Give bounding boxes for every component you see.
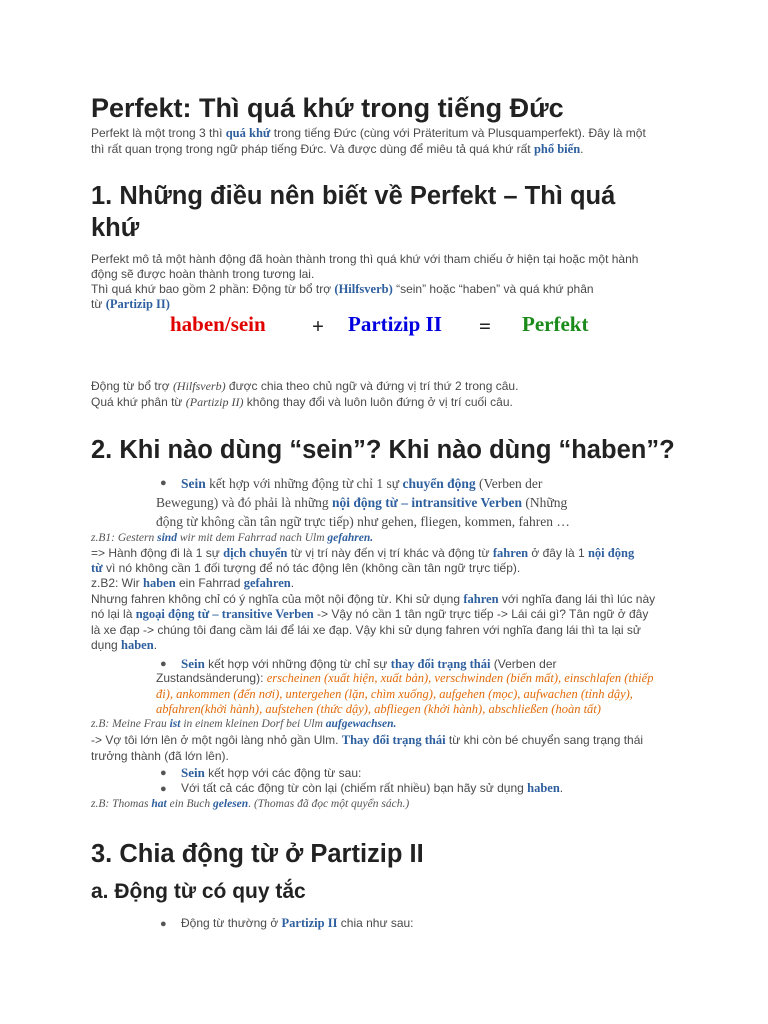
- s2-bullet-2-line-2: [156, 671, 653, 687]
- text: ein Fahrrad: [175, 576, 244, 590]
- example-4: [91, 798, 409, 810]
- text: z.B: Thomas: [91, 798, 152, 810]
- text: kết hợp với các động từ sau:: [204, 766, 362, 780]
- text: .: [290, 576, 295, 590]
- text: với nghĩa đang lái thì lúc này: [498, 592, 656, 606]
- keyword: thay đổi trạng thái: [390, 657, 491, 671]
- text: z.B: Meine Frau: [91, 718, 170, 730]
- keyword: quá khứ: [225, 126, 271, 140]
- explain-3-line-2: trưởng thành (đã lớn lên).: [91, 749, 229, 763]
- s2-bullet-3: [181, 765, 361, 782]
- keyword: gefahren.: [327, 532, 374, 544]
- section-1-title-line-1: 1. Những điều nên biết về Perfekt – Thì quá: [91, 182, 616, 210]
- s1-paragraph-1-line-1: Perfekt mô tả một hành động đã hoàn thành trong thì quá khứ với tham chiếu ở hiện tại hoặc một hành: [91, 252, 639, 266]
- s1-paragraph-2-line-1: [91, 282, 594, 298]
- page-title: Perfekt: Thì quá khứ trong tiếng Đức: [91, 93, 564, 123]
- text: được chia theo chủ ngữ và đứng vị trí thứ 2 trong câu.: [225, 379, 519, 393]
- text: Zustandsänderung):: [156, 671, 267, 685]
- explain-3-line-1: [91, 733, 643, 749]
- text: Nhưng fahren không chỉ có ý nghĩa của một nội động từ. Khi sử dụng: [91, 592, 464, 606]
- keyword: Partizip II: [281, 916, 338, 930]
- example-2: [91, 576, 294, 592]
- formula-partizip: Partizip II: [348, 312, 442, 336]
- text: Động từ thường ở: [181, 916, 282, 930]
- keyword: gelesen: [213, 798, 249, 810]
- s3-bullet-1: [181, 916, 414, 932]
- keyword: nội động từ – intransitive Verben: [332, 495, 523, 510]
- text: kết hợp với những động từ chỉ 1 sự: [205, 476, 403, 491]
- keyword: phổ biến: [533, 142, 581, 156]
- explain-2-line-1: [91, 592, 655, 608]
- text: .: [580, 142, 584, 156]
- text: z.B1: Gestern: [91, 532, 158, 544]
- text: z.B2: Wir: [91, 576, 144, 590]
- text: in einem kleinen Dorf bei Ulm: [180, 718, 326, 730]
- formula-haben-sein: haben/sein: [170, 312, 266, 336]
- keyword: chuyển động: [402, 476, 476, 491]
- text: nó lại là: [91, 607, 136, 621]
- text: ở đây là 1: [528, 546, 588, 560]
- keyword: từ: [91, 561, 103, 575]
- intro-line-1: [91, 126, 646, 142]
- keyword: (Hilfsverb): [334, 282, 393, 296]
- explain-2-line-4: [91, 638, 157, 654]
- s2-bullet-2-line-3: đi), ankommen (đến nơi), untergehen (lặn, chìm xuống), aufgehen (mọc), aufwachen (tỉnh dậy),: [156, 687, 633, 701]
- section-2-title: 2. Khi nào dùng “sein”? Khi nào dùng “haben”?: [91, 436, 675, 464]
- text: từ: [91, 297, 106, 311]
- verb-list: erscheinen (xuất hiện, xuất bản), verschwinden (biến mất), einschlafen (thiếp: [266, 671, 654, 685]
- text: (Những: [522, 495, 568, 510]
- explain-2-line-3: là xe đạp -> chúng tôi đang cầm lái để lái xe đạp. Vậy khi sử dụng fahren với nghĩa đang lái thì ta lại sử: [91, 623, 641, 637]
- text: dụng: [91, 638, 122, 652]
- keyword: hat: [151, 798, 167, 810]
- keyword: ngoại động từ – transitive Verben: [135, 607, 314, 621]
- keyword: haben: [527, 781, 560, 795]
- s2-bullet-4: [181, 781, 563, 797]
- text: Thì quá khứ bao gồm 2 phần: Động từ bổ trợ: [91, 282, 335, 296]
- s2-bullet-1-line-1: [181, 475, 542, 493]
- text: thì rất quan trọng trong ngữ pháp tiếng Đức. Và được dùng để miêu tả quá khứ rất: [91, 142, 534, 156]
- formula-perfekt: Perfekt: [522, 312, 589, 336]
- bullet-dot-icon: ●: [160, 783, 167, 795]
- s1-paragraph-3-line-1: [91, 379, 518, 395]
- keyword: fahren: [463, 592, 499, 606]
- text: (Verben der: [490, 657, 557, 671]
- section-3a-title: a. Động từ có quy tắc: [91, 880, 306, 903]
- italic-term: (Hilfsverb): [172, 379, 226, 393]
- keyword: ist: [169, 718, 181, 730]
- text: Bewegung) và đó phải là những: [156, 495, 333, 510]
- keyword: Sein: [181, 476, 206, 491]
- italic-term: (Partizip II): [185, 395, 244, 409]
- bullet-dot-icon: ●: [160, 658, 167, 670]
- text: => Hành động đi là 1 sự: [91, 546, 224, 560]
- text: kết hợp với những động từ chỉ sự: [204, 657, 391, 671]
- keyword: Sein: [181, 656, 205, 671]
- s2-bullet-1-line-3: động từ không cần tân ngữ trực tiếp) như gehen, fliegen, kommen, fahren …: [156, 514, 570, 529]
- keyword: dịch chuyển: [223, 546, 288, 560]
- text: .: [153, 638, 158, 652]
- section-3-title: 3. Chia động từ ở Partizip II: [91, 840, 424, 868]
- explain-1-line-2: [91, 561, 520, 577]
- text: Perfekt là một trong 3 thì: [91, 126, 226, 140]
- text: Quá khứ phân từ: [91, 395, 186, 409]
- text: .: [559, 781, 564, 795]
- s1-paragraph-1-line-2: động sẽ được hoàn thành trong tương lai.: [91, 267, 315, 281]
- keyword: aufgewachsen.: [325, 718, 397, 730]
- text: . (Thomas đã đọc một quyển sách.): [248, 798, 410, 810]
- explain-2-line-2: [91, 607, 648, 623]
- keyword: Sein: [181, 765, 205, 780]
- text: chia như sau:: [337, 916, 414, 930]
- text: ein Buch: [166, 798, 214, 810]
- explain-1-line-1: [91, 546, 634, 562]
- s2-bullet-2-line-4: abfahren(khởi hành), aufstehen (thức dậy), abfliegen (khởi hành), abschließen (hoàn tất): [156, 702, 601, 716]
- text: wir mit dem Fahrrad nach Ulm: [176, 532, 328, 544]
- text: không thay đổi và luôn luôn đứng ở vị trí cuối câu.: [243, 395, 513, 409]
- formula-equals: =: [479, 314, 491, 338]
- text: vì nó không cần 1 đối tượng để nó tác động lên (không cần tân ngữ trực tiếp).: [102, 561, 521, 575]
- s2-bullet-1-line-2: [156, 494, 567, 512]
- keyword: nội động: [587, 546, 635, 560]
- keyword: (Partizip II): [105, 297, 170, 311]
- text: trong tiếng Đức (cùng với Präteritum và Plusquamperfekt). Đây là một: [270, 126, 646, 140]
- bullet-dot-icon: ●: [160, 477, 167, 489]
- text: từ vị trí này đến vị trí khác và động từ: [287, 546, 493, 560]
- text: Với tất cả các động từ còn lại (chiếm rất nhiều) bạn hãy sử dụng: [181, 781, 528, 795]
- keyword: haben: [121, 638, 154, 652]
- section-1-title-line-2: khứ: [91, 214, 140, 242]
- text: từ khi còn bé chuyển sang trạng thái: [445, 733, 644, 747]
- intro-line-2: [91, 142, 584, 158]
- text: -> Vợ tôi lớn lên ở một ngôi làng nhỏ gần Ulm.: [91, 733, 342, 747]
- text: (Verben der: [475, 476, 543, 491]
- example-1: [91, 532, 373, 544]
- text: “sein” hoặc “haben” và quá khứ phân: [392, 282, 594, 296]
- bullet-dot-icon: ●: [160, 918, 167, 930]
- example-3: [91, 718, 396, 730]
- text: Động từ bổ trợ: [91, 379, 173, 393]
- s1-paragraph-3-line-2: [91, 395, 513, 411]
- text: -> Vậy nó cần 1 tân ngữ trực tiếp -> Lái cái gì? Tân ngữ ở đây: [313, 607, 649, 621]
- keyword: haben: [143, 576, 176, 590]
- keyword: sind: [157, 532, 177, 544]
- keyword: fahren: [492, 546, 529, 560]
- formula-plus: +: [312, 314, 324, 338]
- keyword: gefahren: [243, 576, 291, 590]
- keyword: Thay đổi trạng thái: [341, 733, 446, 747]
- s1-paragraph-2-line-2: [91, 297, 170, 313]
- bullet-dot-icon: ●: [160, 767, 167, 779]
